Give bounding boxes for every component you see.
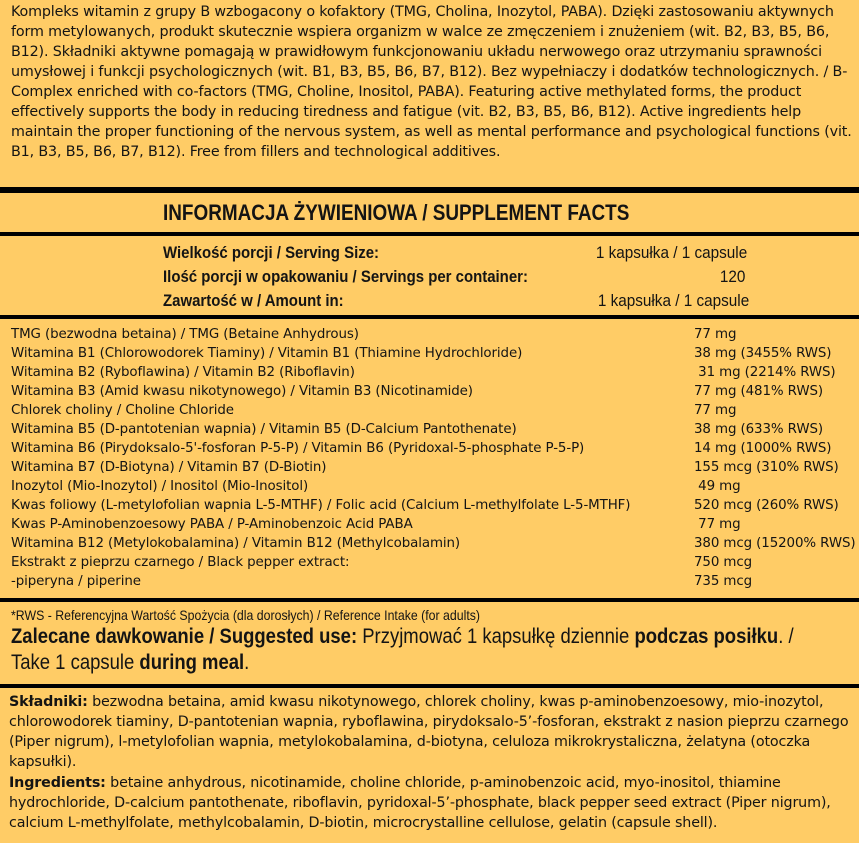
table-row (11, 496, 856, 515)
suggested-use-end: . (244, 651, 250, 674)
ingredient-amount: 14 mg (1000% RWS) (694, 441, 832, 456)
product-description: Kompleks witamin z grupy B wzbogacony o kofaktory (TMG, Cholina, Inozytol, PABA). Dzięki zastosowaniu aktywnych form metylowanych, produkt skutecznie wspiera organizm w walce ze zmęczeniem i znużeniem (wit. B2, B3, B5, B6, B12). Składniki aktywne pomagają w prawidłowym funkcjonowaniu układu nerwowego oraz utrzymaniu sprawności umysłowej i funkcji psychologicznych (wit. B1, B3, B5, B6, B7, B12). Bez wypełniaczy i dodatków technologicznych. / B-Complex enriched with co-factors (TMG, Choline, Inositol, PABA). Featuring active methylated forms, the product effectively supports the body in reducing tiredness and fatigue (vit. B2, B3, B5, B6, B12). Active ingredients help maintain the proper functioning of the nervous system, as well as mental performance and psychological functions (vit. B1, B3, B5, B6, B7, B12). Free from fillers and technological additives. (11, 4, 852, 160)
table-row (11, 477, 856, 496)
ingredient-amount: 49 mg (694, 479, 741, 494)
suggested-use-text: Przyjmować 1 kapsułkę dziennie (357, 625, 635, 648)
ingredients-pl-text: bezwodna betaina, amid kwasu nikotynowego, chlorek choliny, kwas p-aminobenzoesowy, mio-inozytol, chlorowodorek tiaminy, D-pantotenian wapnia, ryboflawina, pirydoksalo-5’-fosforan, ekstrakt z nasion pieprzu czarnego (Piper nigrum), l-metylofolian wapnia, metylokobalamina, d-biotyna, celuloza mikrokrystaliczna, żelatyna (otoczka kapsułki). (9, 694, 849, 770)
ingredient-amount: 750 mcg (694, 555, 753, 570)
table-row (11, 439, 856, 458)
serving-size-label: Wielkość porcji / Serving Size: (163, 243, 380, 262)
ingredient-amount: 77 mg (694, 403, 737, 418)
table-row (11, 401, 856, 420)
ingredient-amount: 380 mcg (15200% RWS) (694, 536, 856, 551)
ingredients-table (11, 325, 856, 591)
suggested-use-emphasis-en: during meal (139, 651, 245, 674)
table-row (11, 553, 856, 572)
divider (0, 684, 859, 688)
table-row (11, 572, 856, 591)
ingredient-name: Witamina B1 (Chlorowodorek Tiaminy) / Vitamin B1 (Thiamine Hydrochloride) (11, 346, 523, 361)
table-row (11, 325, 856, 344)
ingredients-en (9, 773, 859, 833)
servings-per-container-label: Ilość porcji w opakowaniu / Servings per container: (163, 267, 528, 286)
table-row (11, 382, 856, 401)
ingredient-amount: 77 mg (694, 327, 737, 342)
ingredient-name: Witamina B7 (D-Biotyna) / Vitamin B7 (D-Biotin) (11, 460, 327, 475)
suggested-use-separator: . / Take 1 capsule (11, 625, 794, 674)
table-row (11, 534, 856, 553)
divider (0, 232, 859, 236)
supplement-facts-title: INFORMACJA ŻYWIENIOWA / SUPPLEMENT FACTS (163, 200, 630, 225)
table-row (11, 344, 856, 363)
amount-in-value: 1 kapsułka / 1 capsule (597, 291, 749, 310)
ingredients-en-text: betaine anhydrous, nicotinamide, choline chloride, p-aminobenzoic acid, myo-inositol, thiamine hydrochloride, D-calcium pantothenate, riboflavin, pyridoxal-5’-phosphate, black pepper seed extract (Piper nigrum), calcium L-methylfolate, methylcobalamin, D-biotin, microcrystalline cellulose, gelatin (capsule shell). (9, 775, 831, 831)
ingredient-name: Kwas P-Aminobenzoesowy PABA / P-Aminobenzoic Acid PABA (11, 517, 413, 532)
amount-in-row (163, 289, 763, 313)
serving-size-row (163, 241, 763, 265)
ingredients-pl (9, 692, 859, 772)
ingredient-name: Kwas foliowy (L-metylofolian wapnia L-5-MTHF) / Folic acid (Calcium L-methylfolate L-5-MTHF) (11, 498, 631, 513)
ingredients-en-label: Ingredients: (9, 775, 106, 791)
ingredient-name: Witamina B12 (Metylokobalamina) / Vitamin B12 (Methylcobalamin) (11, 536, 461, 551)
ingredient-name: Ekstrakt z pieprzu czarnego / Black pepper extract: (11, 555, 350, 570)
servings-per-container-row (163, 265, 763, 289)
ingredients-section (9, 692, 859, 833)
suggested-use (11, 624, 803, 676)
table-row (11, 515, 856, 534)
ingredient-name: Inozytol (Mio-Inozytol) / Inositol (Mio-Inositol) (11, 479, 309, 494)
ingredient-amount: 155 mcg (310% RWS) (694, 460, 839, 475)
servings-per-container-value: 120 (719, 267, 745, 286)
ingredient-amount: 38 mg (3455% RWS) (694, 346, 832, 361)
ingredient-name: -piperyna / piperine (11, 574, 141, 589)
ingredient-name: Chlorek choliny / Choline Chloride (11, 403, 234, 418)
ingredient-name: Witamina B5 (D-pantotenian wapnia) / Vitamin B5 (D-Calcium Pantothenate) (11, 422, 517, 437)
table-row (11, 420, 856, 439)
table-row (11, 458, 856, 477)
divider (0, 187, 859, 193)
ingredient-amount: 77 mg (481% RWS) (694, 384, 823, 399)
ingredient-amount: 520 mcg (260% RWS) (694, 498, 839, 513)
serving-size-value: 1 kapsułka / 1 capsule (595, 243, 747, 262)
rws-footnote: *RWS - Referencyjna Wartość Spożycia (dla dorosłych) / Reference Intake (for adults) (11, 607, 481, 623)
ingredient-amount: 77 mg (694, 517, 741, 532)
ingredient-amount: 38 mg (633% RWS) (694, 422, 823, 437)
divider (0, 315, 859, 319)
amount-in-label: Zawartość w / Amount in: (163, 291, 344, 310)
ingredient-amount: 31 mg (2214% RWS) (694, 365, 836, 380)
ingredient-amount: 735 mcg (694, 574, 753, 589)
ingredient-name: Witamina B3 (Amid kwasu nikotynowego) / Vitamin B3 (Nicotinamide) (11, 384, 473, 399)
ingredient-name: Witamina B2 (Ryboflawina) / Vitamin B2 (Riboflavin) (11, 365, 355, 380)
ingredient-name: Witamina B6 (Pirydoksalo-5'-fosforan P-5-P) / Vitamin B6 (Pyridoxal-5-phosphate P-5-P) (11, 441, 585, 456)
ingredient-name: TMG (bezwodna betaina) / TMG (Betaine Anhydrous) (11, 327, 359, 342)
divider (0, 598, 859, 602)
suggested-use-emphasis-pl: podczas posiłku (634, 625, 779, 648)
ingredients-pl-label: Składniki: (9, 694, 88, 710)
suggested-use-label: Zalecane dawkowanie / Suggested use: (11, 625, 358, 648)
table-row (11, 363, 856, 382)
